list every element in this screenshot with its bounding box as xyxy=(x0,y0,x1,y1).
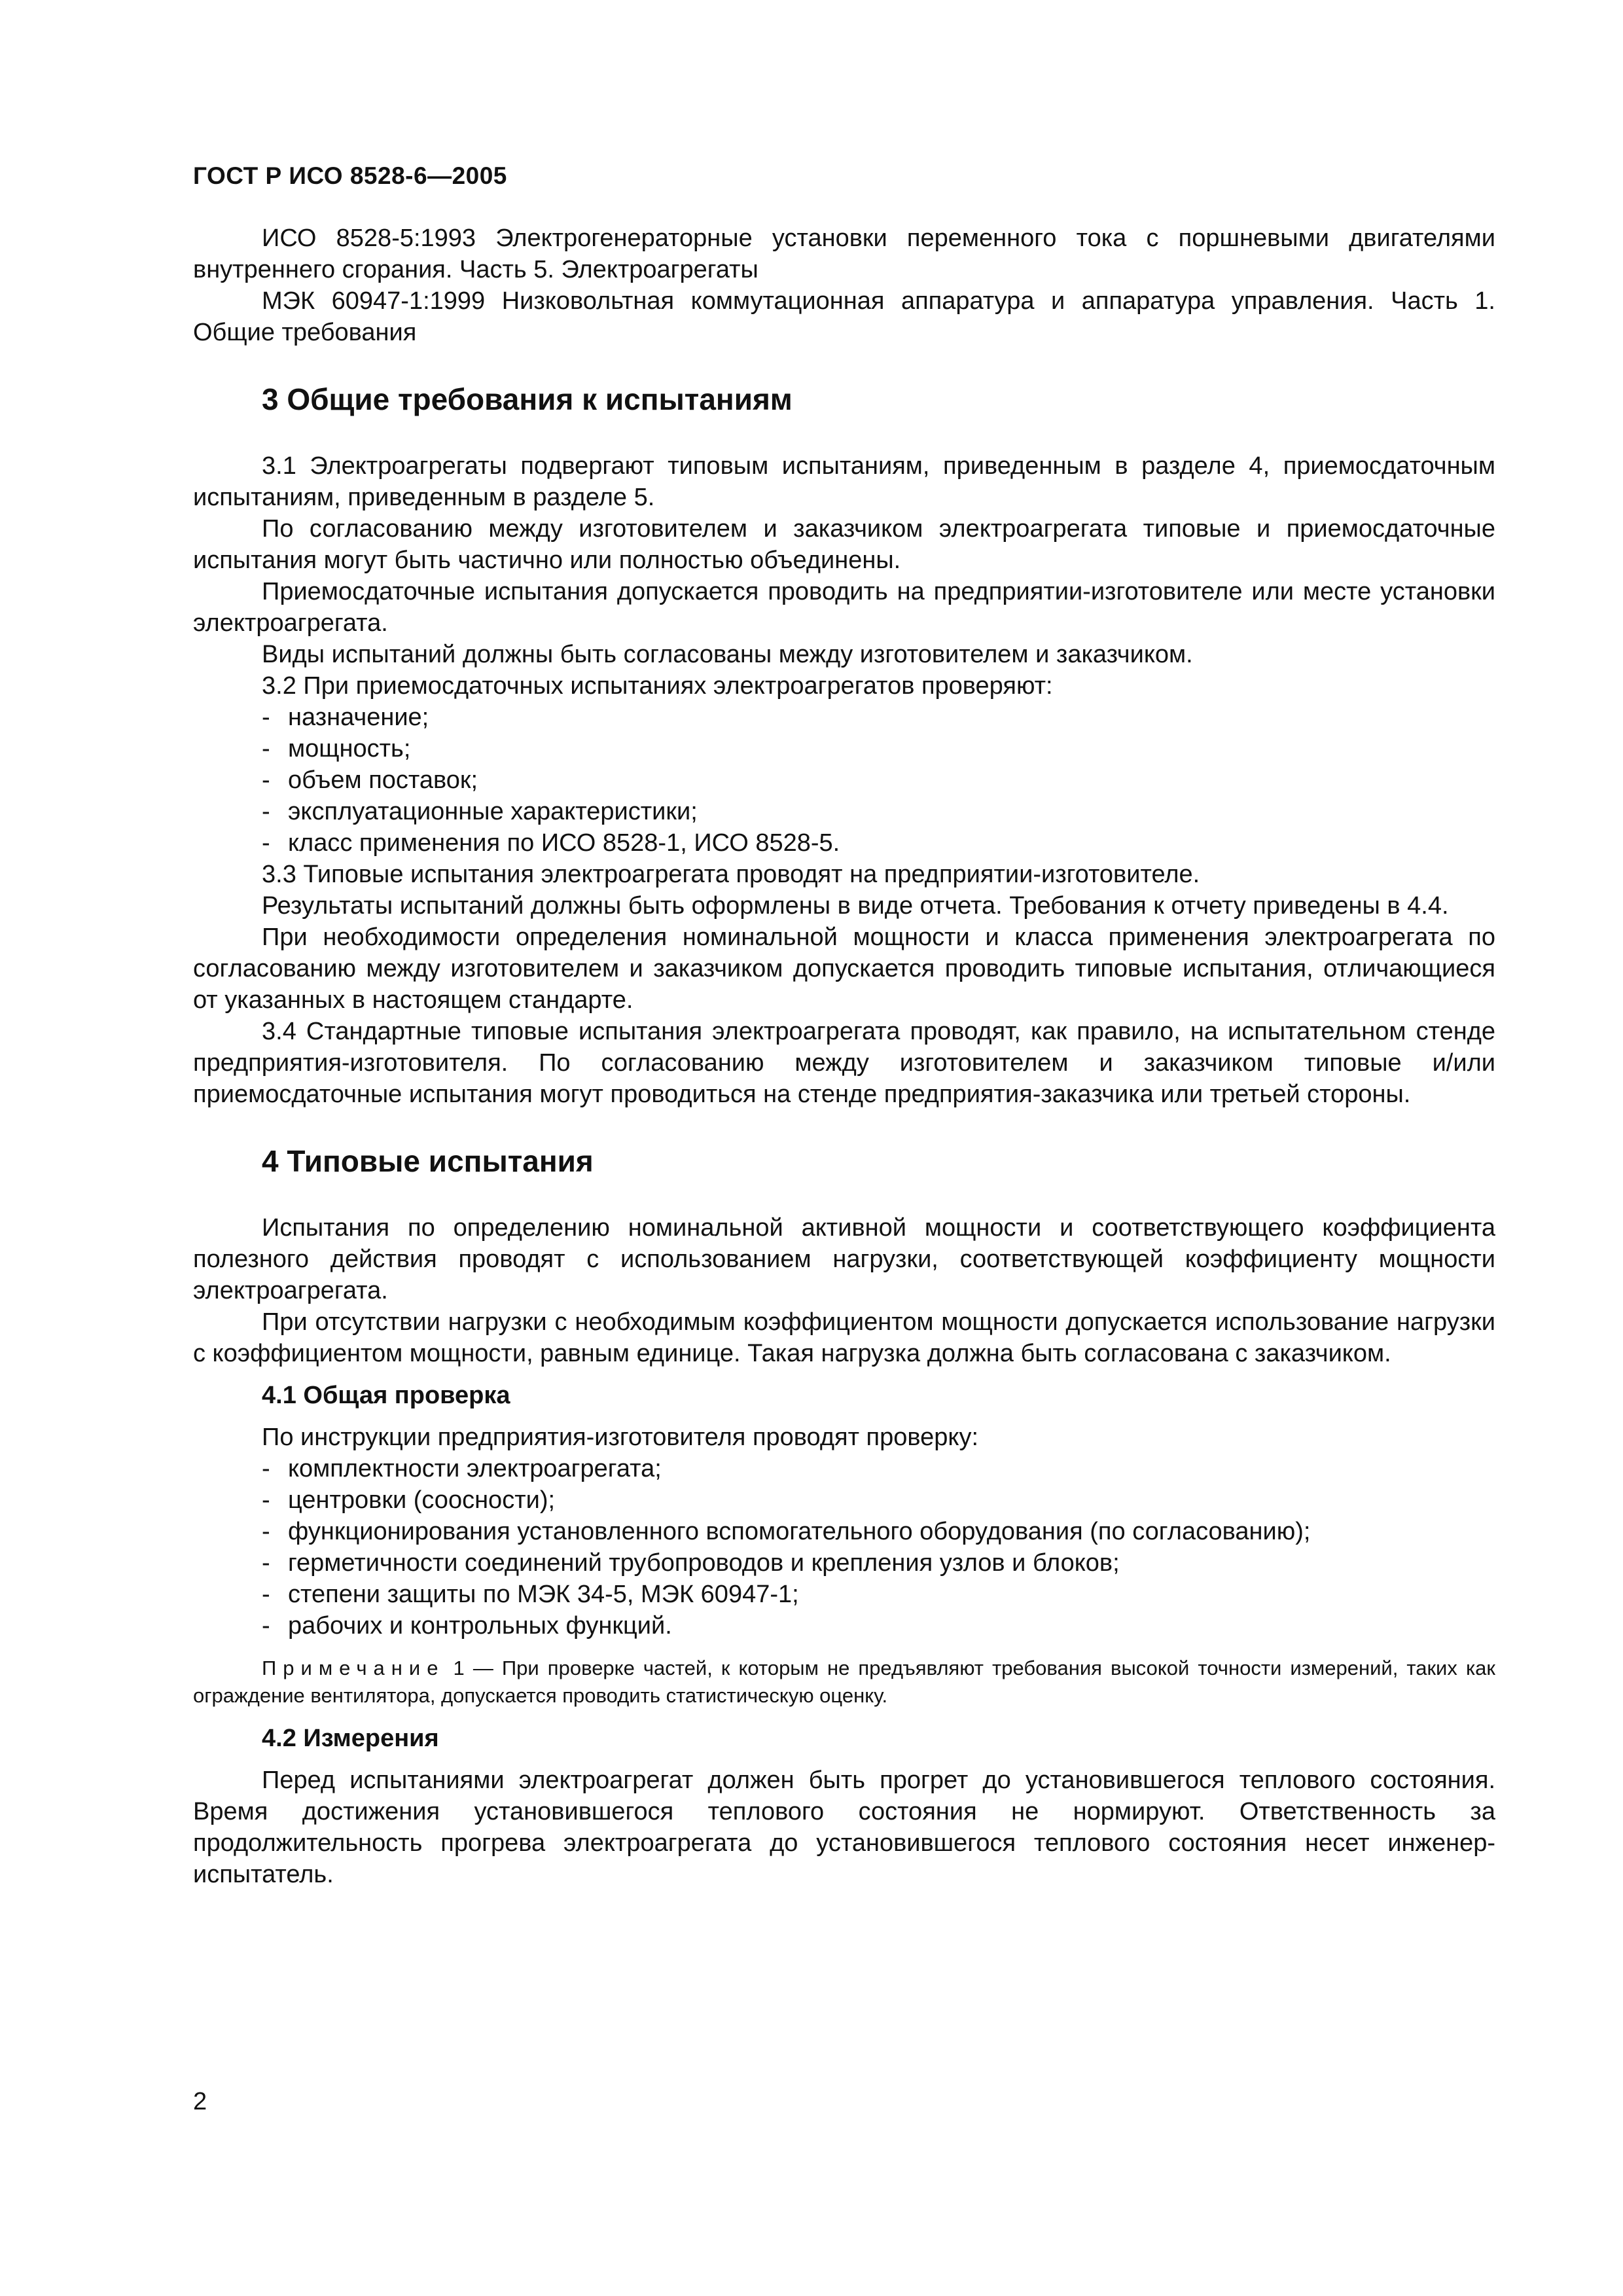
list-dash: - xyxy=(262,704,270,731)
subsection-4-1-heading: 4.1 Общая проверка xyxy=(262,1382,510,1409)
list-dash: - xyxy=(262,766,270,794)
list-item xyxy=(193,1610,1495,1641)
paragraph: Перед испытаниями электроагрегат должен быть прогрет до установившегося теплового состояния. Время достижения установившегося теплового состояния не нормируют. Ответственность за продолжительность прогрева электроагрегата до установившегося теплового состояния несет инженер-испытатель. xyxy=(193,1767,1495,1888)
list-item xyxy=(193,702,1495,733)
page-number: 2 xyxy=(193,2088,207,2115)
paragraph-3-4: 3.4 Стандартные типовые испытания электроагрегата проводят, как правило, на испытательном стенде предприятия-изготовителя. По согласованию между изготовителем и заказчиком типовые и/или приемосдаточные испытания могут проводиться на стенде предприятия-заказчика или третьей стороны. xyxy=(193,1018,1495,1108)
paragraph-3-1: 3.1 Электроагрегаты подвергают типовым испытаниям, приведенным в разделе 4, приемосдаточным испытаниям, приведенным в разделе 5. xyxy=(193,452,1495,511)
list-item-text: объем поставок; xyxy=(288,766,478,794)
paragraph: При отсутствии нагрузки с необходимым коэффициентом мощности допускается использование нагрузки с коэффициентом мощности, равным единице. Такая нагрузка должна быть согласована с заказчиком. xyxy=(193,1308,1495,1367)
list-dash: - xyxy=(262,735,270,762)
reference-iso-8528-5: ИСО 8528-5:1993 Электрогенераторные установки переменного тока с поршневыми двигателями внутреннего сгорания. Часть 5. Электроагрегаты xyxy=(193,224,1495,283)
list-item-text: рабочих и контрольных функций. xyxy=(288,1612,672,1640)
paragraph: При необходимости определения номинальной мощности и класса применения электроагрегата по согласованию между изготовителем и заказчиком допускается проводить типовые испытания, отличающиеся от указанных в настоящем стандарте. xyxy=(193,924,1495,1014)
paragraph: Результаты испытаний должны быть оформлены в виде отчета. Требования к отчету приведены в 4.4. xyxy=(262,892,1449,920)
list-item-text: эксплуатационные характеристики; xyxy=(288,798,698,825)
list-dash: - xyxy=(262,1549,270,1577)
list-dash: - xyxy=(262,1581,270,1608)
paragraph: По инструкции предприятия-изготовителя проводят проверку: xyxy=(262,1424,979,1451)
note-label: Примечание xyxy=(262,1657,445,1679)
document-body xyxy=(193,223,1495,1890)
paragraph-3-2: 3.2 При приемосдаточных испытаниях электроагрегатов проверяют: xyxy=(262,672,1053,700)
paragraph-3-3: 3.3 Типовые испытания электроагрегата проводят на предприятии-изготовителе. xyxy=(262,861,1200,888)
paragraph: Виды испытаний должны быть согласованы между изготовителем и заказчиком. xyxy=(262,641,1193,668)
list-item xyxy=(193,733,1495,764)
section-4-heading: 4 Типовые испытания xyxy=(262,1144,594,1178)
list-item xyxy=(193,764,1495,796)
list-item-text: назначение; xyxy=(288,704,429,731)
list-item xyxy=(193,827,1495,859)
list-dash: - xyxy=(262,1455,270,1482)
reference-iec-60947-1: МЭК 60947-1:1999 Низковольтная коммутационная аппаратура и аппаратура управления. Часть 1. Общие требования xyxy=(193,287,1495,346)
paragraph: Приемосдаточные испытания допускается проводить на предприятии-изготовителе или месте установки электроагрегата. xyxy=(193,578,1495,637)
section-3-heading: 3 Общие требования к испытаниям xyxy=(262,382,793,416)
list-dash: - xyxy=(262,1486,270,1514)
list-item xyxy=(193,1516,1495,1547)
list-item-text: комплектности электроагрегата; xyxy=(288,1455,662,1482)
list-item-text: класс применения по ИСО 8528-1, ИСО 8528-5. xyxy=(288,829,840,857)
list-item-text: центровки (соосности); xyxy=(288,1486,556,1514)
list-dash: - xyxy=(262,1518,270,1545)
list-item-text: герметичности соединений трубопроводов и крепления узлов и блоков; xyxy=(288,1549,1120,1577)
list-item xyxy=(193,1547,1495,1579)
list-dash: - xyxy=(262,798,270,825)
list-dash: - xyxy=(262,829,270,857)
list-item xyxy=(193,796,1495,827)
list-item xyxy=(193,1484,1495,1516)
subsection-4-2-heading: 4.2 Измерения xyxy=(262,1725,439,1752)
paragraph: Испытания по определению номинальной активной мощности и соответствующего коэффициента полезного действия проводят с использованием нагрузки, соответствующей коэффициенту мощности электроагрегата. xyxy=(193,1214,1495,1304)
list-item xyxy=(193,1579,1495,1610)
list-item xyxy=(193,1453,1495,1484)
list-dash: - xyxy=(262,1612,270,1640)
list-item-text: мощность; xyxy=(288,735,411,762)
list-item-text: функционирования установленного вспомогательного оборудования (по согласованию); xyxy=(288,1518,1311,1545)
list-item-text: степени защиты по МЭК 34-5, МЭК 60947-1; xyxy=(288,1581,799,1608)
note-text: 1 — При проверке частей, к которым не предъявляют требования высокой точности измерений, таких как ограждение вентилятора, допускается проводить статистическую оценку. xyxy=(193,1657,1495,1707)
document-header: ГОСТ Р ИСО 8528-6—2005 xyxy=(193,162,507,189)
paragraph: По согласованию между изготовителем и заказчиком электроагрегата типовые и приемосдаточные испытания могут быть частично или полностью объединены. xyxy=(193,515,1495,574)
note-1 xyxy=(193,1655,1495,1710)
